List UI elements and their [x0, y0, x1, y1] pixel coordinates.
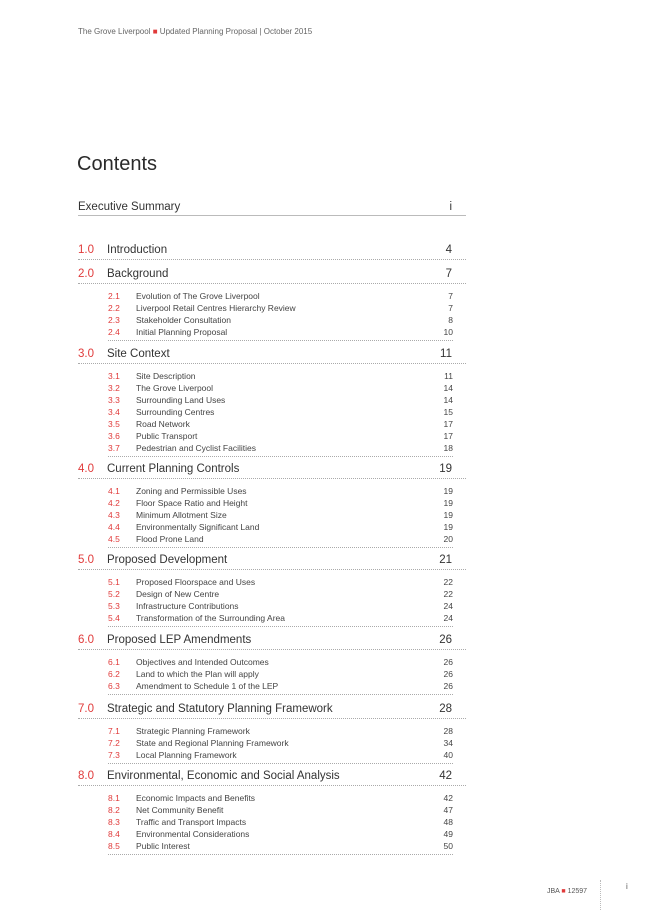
toc-section-row[interactable] [78, 769, 466, 786]
toc-subsection-num: 7.1 [108, 726, 120, 736]
toc-subsection-num: 8.2 [108, 805, 120, 815]
header-doc: The Grove Liverpool [78, 27, 151, 36]
toc-subsection-page: 19 [443, 510, 453, 520]
toc-subsection-num: 7.3 [108, 750, 120, 760]
toc-subsection-num: 2.1 [108, 291, 120, 301]
toc-section-num: 8.0 [78, 770, 94, 782]
toc-section-row[interactable] [78, 347, 466, 364]
toc-subsection-page: 50 [443, 841, 453, 851]
toc-section-num: 7.0 [78, 703, 94, 715]
toc-subsection-page: 17 [443, 419, 453, 429]
toc-subsection-title: Zoning and Permissible Uses [136, 486, 247, 496]
toc-subsection-title: Strategic Planning Framework [136, 726, 250, 736]
toc-subsection-title: Floor Space Ratio and Height [136, 498, 248, 508]
toc-subsection-page: 48 [443, 817, 453, 827]
toc-section-title: Strategic and Statutory Planning Framework [107, 703, 333, 715]
toc-subsection-page: 10 [443, 327, 453, 337]
footer-ref: 12597 [567, 888, 588, 895]
toc-section-page: 19 [439, 463, 452, 475]
toc-subsection-title: Site Description [136, 371, 196, 381]
toc-section-row[interactable] [78, 243, 466, 260]
toc-subsection-page: 7 [448, 303, 453, 313]
footer-org: JBA [547, 888, 560, 895]
toc-section-page: 4 [445, 244, 452, 256]
footer-divider [600, 880, 601, 910]
toc-subsection-title: Public Interest [136, 841, 190, 851]
toc-subsection-num: 2.2 [108, 303, 120, 313]
toc-subsection-page: 14 [443, 395, 453, 405]
toc-subsection-page: 20 [443, 534, 453, 544]
toc-subsection-title: Traffic and Transport Impacts [136, 817, 247, 827]
toc-subsection-num: 3.1 [108, 371, 120, 381]
toc-subsection-page: 22 [443, 577, 453, 587]
toc-subsection-page: 11 [444, 371, 453, 381]
toc-subsection-divider [108, 291, 453, 341]
toc-section-title: Current Planning Controls [107, 463, 240, 475]
toc-subsection-title: Proposed Floorspace and Uses [136, 577, 256, 587]
toc-subsection-page: 24 [443, 613, 453, 623]
toc-section-num: 6.0 [78, 634, 94, 646]
toc-subsection-page: 8 [448, 315, 453, 325]
toc-section-num: 4.0 [78, 463, 94, 475]
toc-subsection-num: 8.1 [108, 793, 120, 803]
toc-subsection-divider [108, 793, 453, 855]
toc-subsection-num: 4.3 [108, 510, 120, 520]
toc-section-page: 21 [439, 554, 452, 566]
toc-subsection-page: 26 [443, 669, 453, 679]
toc-subsection-num: 4.2 [108, 498, 120, 508]
toc-section-num: 3.0 [78, 348, 94, 360]
toc-subsection-num: 6.3 [108, 681, 120, 691]
toc-section-title: Site Context [107, 348, 170, 360]
header-separator: ■ [152, 27, 158, 36]
toc-subsection-num: 8.4 [108, 829, 120, 839]
toc-subsection-title: Surrounding Centres [136, 407, 215, 417]
toc-subsection-title: The Grove Liverpool [136, 383, 214, 393]
toc-subsection-page: 18 [443, 443, 453, 453]
toc-subsection-title: Initial Planning Proposal [136, 327, 228, 337]
toc-subsection-title: Flood Prone Land [136, 534, 204, 544]
toc-subsection-title: Infrastructure Contributions [136, 601, 239, 611]
toc-subsection-num: 4.5 [108, 534, 120, 544]
toc-subsection-title: Surrounding Land Uses [136, 395, 226, 405]
toc-subsection-page: 34 [443, 738, 453, 748]
toc-subsection-title: Transformation of the Surrounding Area [136, 613, 285, 623]
toc-subsection-num: 5.2 [108, 589, 120, 599]
toc-subsection-page: 22 [443, 589, 453, 599]
toc-section-title: Proposed LEP Amendments [107, 634, 252, 646]
toc-subsection-page: 42 [443, 793, 453, 803]
toc-section-page: 11 [440, 348, 452, 360]
toc-subsection-title: Road Network [136, 419, 190, 429]
toc-executive-summary-page: i [449, 201, 452, 213]
toc-subsection-title: Environmentally Significant Land [136, 522, 260, 532]
toc-subsection-page: 49 [443, 829, 453, 839]
toc-subsection-num: 5.3 [108, 601, 120, 611]
toc-section-num: 2.0 [78, 268, 94, 280]
toc-subsection-title: State and Regional Planning Framework [136, 738, 289, 748]
toc-subsection-divider [108, 371, 453, 457]
toc-subsection-num: 8.5 [108, 841, 120, 851]
toc-section-row[interactable] [78, 462, 466, 479]
toc-subsection-divider [108, 577, 453, 627]
header-rest: Updated Planning Proposal | October 2015 [159, 27, 313, 36]
toc-subsection-title: Design of New Centre [136, 589, 220, 599]
toc-subsection-title: Economic Impacts and Benefits [136, 793, 256, 803]
toc-subsection-num: 4.1 [108, 486, 120, 496]
toc-section-page: 7 [445, 268, 452, 280]
toc-subsection-title: Pedestrian and Cyclist Facilities [136, 443, 256, 453]
toc-subsection-title: Objectives and Intended Outcomes [136, 657, 269, 667]
toc-subsection-num: 5.1 [108, 577, 120, 587]
toc-section-page: 28 [439, 703, 452, 715]
toc-subsection-num: 4.4 [108, 522, 120, 532]
toc-section-title: Proposed Development [107, 554, 228, 566]
toc-subsection-page: 14 [443, 383, 453, 393]
toc-subsection-title: Amendment to Schedule 1 of the LEP [136, 681, 279, 691]
toc-subsection-title: Public Transport [136, 431, 198, 441]
toc-section-row[interactable] [78, 702, 466, 719]
toc-subsection-page: 19 [443, 522, 453, 532]
toc-subsection-page: 26 [443, 657, 453, 667]
toc-section-title: Background [107, 268, 169, 280]
toc-subsection-num: 5.4 [108, 613, 120, 623]
toc-subsection-title: Evolution of The Grove Liverpool [136, 291, 260, 301]
toc-section-row[interactable] [78, 267, 466, 284]
footer-separator: ■ [561, 888, 566, 895]
toc-subsection-num: 3.7 [108, 443, 120, 453]
toc-section-row[interactable] [78, 633, 466, 650]
toc-subsection-page: 7 [448, 291, 453, 301]
toc-subsection-page: 19 [443, 486, 453, 496]
toc-subsection-page: 15 [443, 407, 453, 417]
toc-subsection-num: 6.2 [108, 669, 120, 679]
toc-subsection-divider [108, 486, 453, 548]
toc-section-page: 26 [439, 634, 452, 646]
toc-section-title: Environmental, Economic and Social Analysis [107, 770, 340, 782]
toc-subsection-num: 3.3 [108, 395, 120, 405]
running-header [78, 27, 312, 36]
toc-subsection-num: 3.4 [108, 407, 120, 417]
footer-page-number: i [626, 882, 628, 891]
toc-subsection-title: Environmental Considerations [136, 829, 250, 839]
toc-subsection-page: 24 [443, 601, 453, 611]
toc-subsection-num: 2.4 [108, 327, 120, 337]
toc-section-title: Introduction [107, 244, 168, 256]
toc-section-num: 1.0 [78, 244, 94, 256]
toc-subsection-num: 6.1 [108, 657, 120, 667]
toc-subsection-num: 8.3 [108, 817, 120, 827]
toc-subsection-title: Stakeholder Consultation [136, 315, 231, 325]
toc-subsection-page: 19 [443, 498, 453, 508]
toc-section-page: 42 [439, 770, 452, 782]
toc-subsection-page: 17 [443, 431, 453, 441]
toc-subsection-title: Local Planning Framework [136, 750, 237, 760]
toc-subsection-title: Minimum Allotment Size [136, 510, 227, 520]
toc-section-num: 5.0 [78, 554, 94, 566]
toc-subsection-page: 26 [443, 681, 453, 691]
toc-subsection-num: 3.6 [108, 431, 120, 441]
toc-subsection-num: 2.3 [108, 315, 120, 325]
toc-subsection-divider [108, 726, 453, 764]
page-title: Contents [77, 153, 158, 175]
toc-executive-summary[interactable] [78, 199, 466, 216]
toc-subsection-page: 47 [443, 805, 453, 815]
toc-subsection-title: Net Community Benefit [136, 805, 224, 815]
toc-subsection-num: 3.2 [108, 383, 120, 393]
toc-subsection-divider [108, 657, 453, 695]
toc-subsection-title: Land to which the Plan will apply [136, 669, 259, 679]
toc-subsection-page: 40 [443, 750, 453, 760]
toc-subsection-title: Liverpool Retail Centres Hierarchy Review [136, 303, 296, 313]
toc-executive-summary-label: Executive Summary [78, 201, 181, 213]
toc-section-row[interactable] [78, 553, 466, 570]
toc-subsection-num: 3.5 [108, 419, 120, 429]
toc-subsection-num: 7.2 [108, 738, 120, 748]
footer [547, 888, 587, 895]
toc-subsection-page: 28 [443, 726, 453, 736]
